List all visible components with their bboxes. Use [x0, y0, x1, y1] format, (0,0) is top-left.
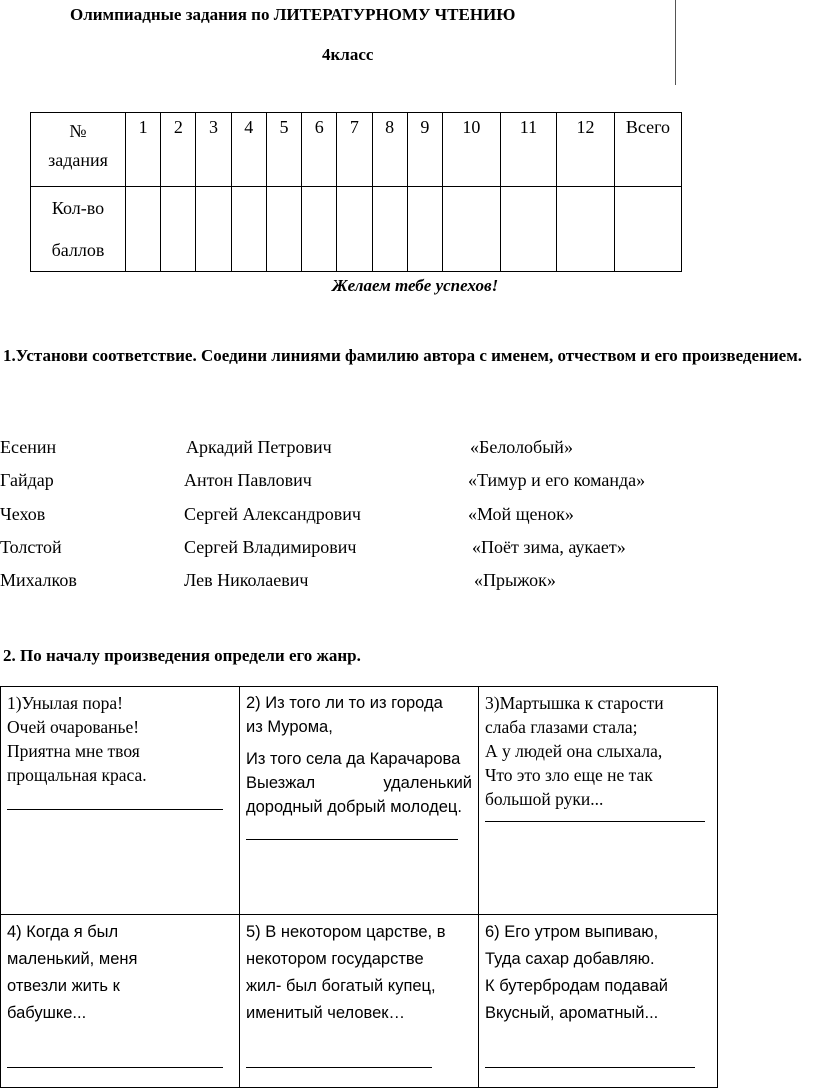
score-points-row: [31, 187, 682, 272]
score-header-row: [31, 113, 682, 187]
column-header: 12: [557, 113, 615, 187]
author-name: Сергей Владимирович: [184, 537, 357, 557]
column-header: 9: [407, 113, 442, 187]
points-cell[interactable]: [372, 187, 407, 272]
work-title: «Прыжок»: [474, 570, 556, 590]
author: Гайдар: [0, 470, 54, 490]
column-header: 1: [126, 113, 161, 187]
column-header: 4: [231, 113, 266, 187]
work-title: «Мой щенок»: [468, 504, 574, 524]
answer-line[interactable]: [246, 839, 458, 840]
work-title: «Тимур и его команда»: [468, 470, 646, 490]
points-cell[interactable]: [196, 187, 231, 272]
column-header: 8: [372, 113, 407, 187]
column-header: 6: [302, 113, 337, 187]
column-header: Всего: [615, 113, 682, 187]
grade-label: 4класс: [322, 45, 374, 64]
genre-cell-3: 3)Мартышка к старости слаба глазами стала; А у людей она слыхала, Что это зло еще не так большой руки...: [479, 687, 718, 915]
genre-cell-1: 1)Унылая пора! Очей очарованье! Приятна мне твоя прощальная краса.: [1, 687, 240, 915]
points-cell[interactable]: [442, 187, 500, 272]
points-cell[interactable]: [337, 187, 372, 272]
column-header: 7: [337, 113, 372, 187]
task1-title: 1.Установи соответствие. Соедини линиями фамилию автора с именем, отчеством и его произведением.: [3, 346, 803, 365]
answer-line[interactable]: [485, 1067, 695, 1068]
author-name: Сергей Александрович: [184, 504, 361, 524]
points-cell[interactable]: [126, 187, 161, 272]
author: Чехов: [0, 504, 46, 524]
genre-cell-2: 2) Из того ли то из города из Мурома, Из того села да Карачарова Выезжал удаленький дородный добрый молодец.: [240, 687, 479, 915]
task-number-header: № задания: [31, 113, 126, 187]
answer-line[interactable]: [7, 1067, 223, 1068]
points-cell[interactable]: [231, 187, 266, 272]
answer-line[interactable]: [485, 821, 705, 822]
column-header: 5: [266, 113, 301, 187]
points-cell[interactable]: [161, 187, 196, 272]
points-cell[interactable]: [500, 187, 556, 272]
points-cell[interactable]: [407, 187, 442, 272]
column-header: 2: [161, 113, 196, 187]
author: Михалков: [0, 570, 77, 590]
genre-row: [1, 915, 718, 1088]
author: Толстой: [0, 537, 62, 557]
score-table: [30, 112, 682, 272]
genre-table: [0, 686, 718, 1088]
author: Есенин: [0, 437, 57, 457]
column-header: 11: [500, 113, 556, 187]
points-label: Кол-во баллов: [31, 187, 126, 272]
points-cell[interactable]: [615, 187, 682, 272]
column-header: 10: [442, 113, 500, 187]
margin-line: [675, 0, 676, 85]
column-header: 3: [196, 113, 231, 187]
genre-cell-4: 4) Когда я был маленький, меня отвезли жить к бабушке...: [1, 915, 240, 1088]
author-name: Лев Николаевич: [184, 570, 309, 590]
points-cell[interactable]: [557, 187, 615, 272]
points-cell[interactable]: [266, 187, 301, 272]
genre-cell-6: 6) Его утром выпиваю, Туда сахар добавляю. К бутербродам подавай Вкусный, ароматный...: [479, 915, 718, 1088]
work-title: «Белолобый»: [470, 437, 573, 457]
answer-line[interactable]: [7, 809, 223, 810]
genre-cell-5: 5) В некотором царстве, в некотором государстве жил- был богатый купец, именитый человек…: [240, 915, 479, 1088]
points-cell[interactable]: [302, 187, 337, 272]
work-title: «Поёт зима, аукает»: [472, 537, 626, 557]
page-title: Олимпиадные задания по ЛИТЕРАТУРНОМУ ЧТЕНИЮ: [70, 5, 516, 24]
author-name: Аркадий Петрович: [186, 437, 332, 457]
author-name: Антон Павлович: [184, 470, 312, 490]
task2-title: 2. По началу произведения определи его жанр.: [3, 646, 361, 665]
genre-row: [1, 687, 718, 915]
answer-line[interactable]: [246, 1067, 432, 1068]
wish-text: Желаем тебе успехов!: [332, 276, 499, 295]
